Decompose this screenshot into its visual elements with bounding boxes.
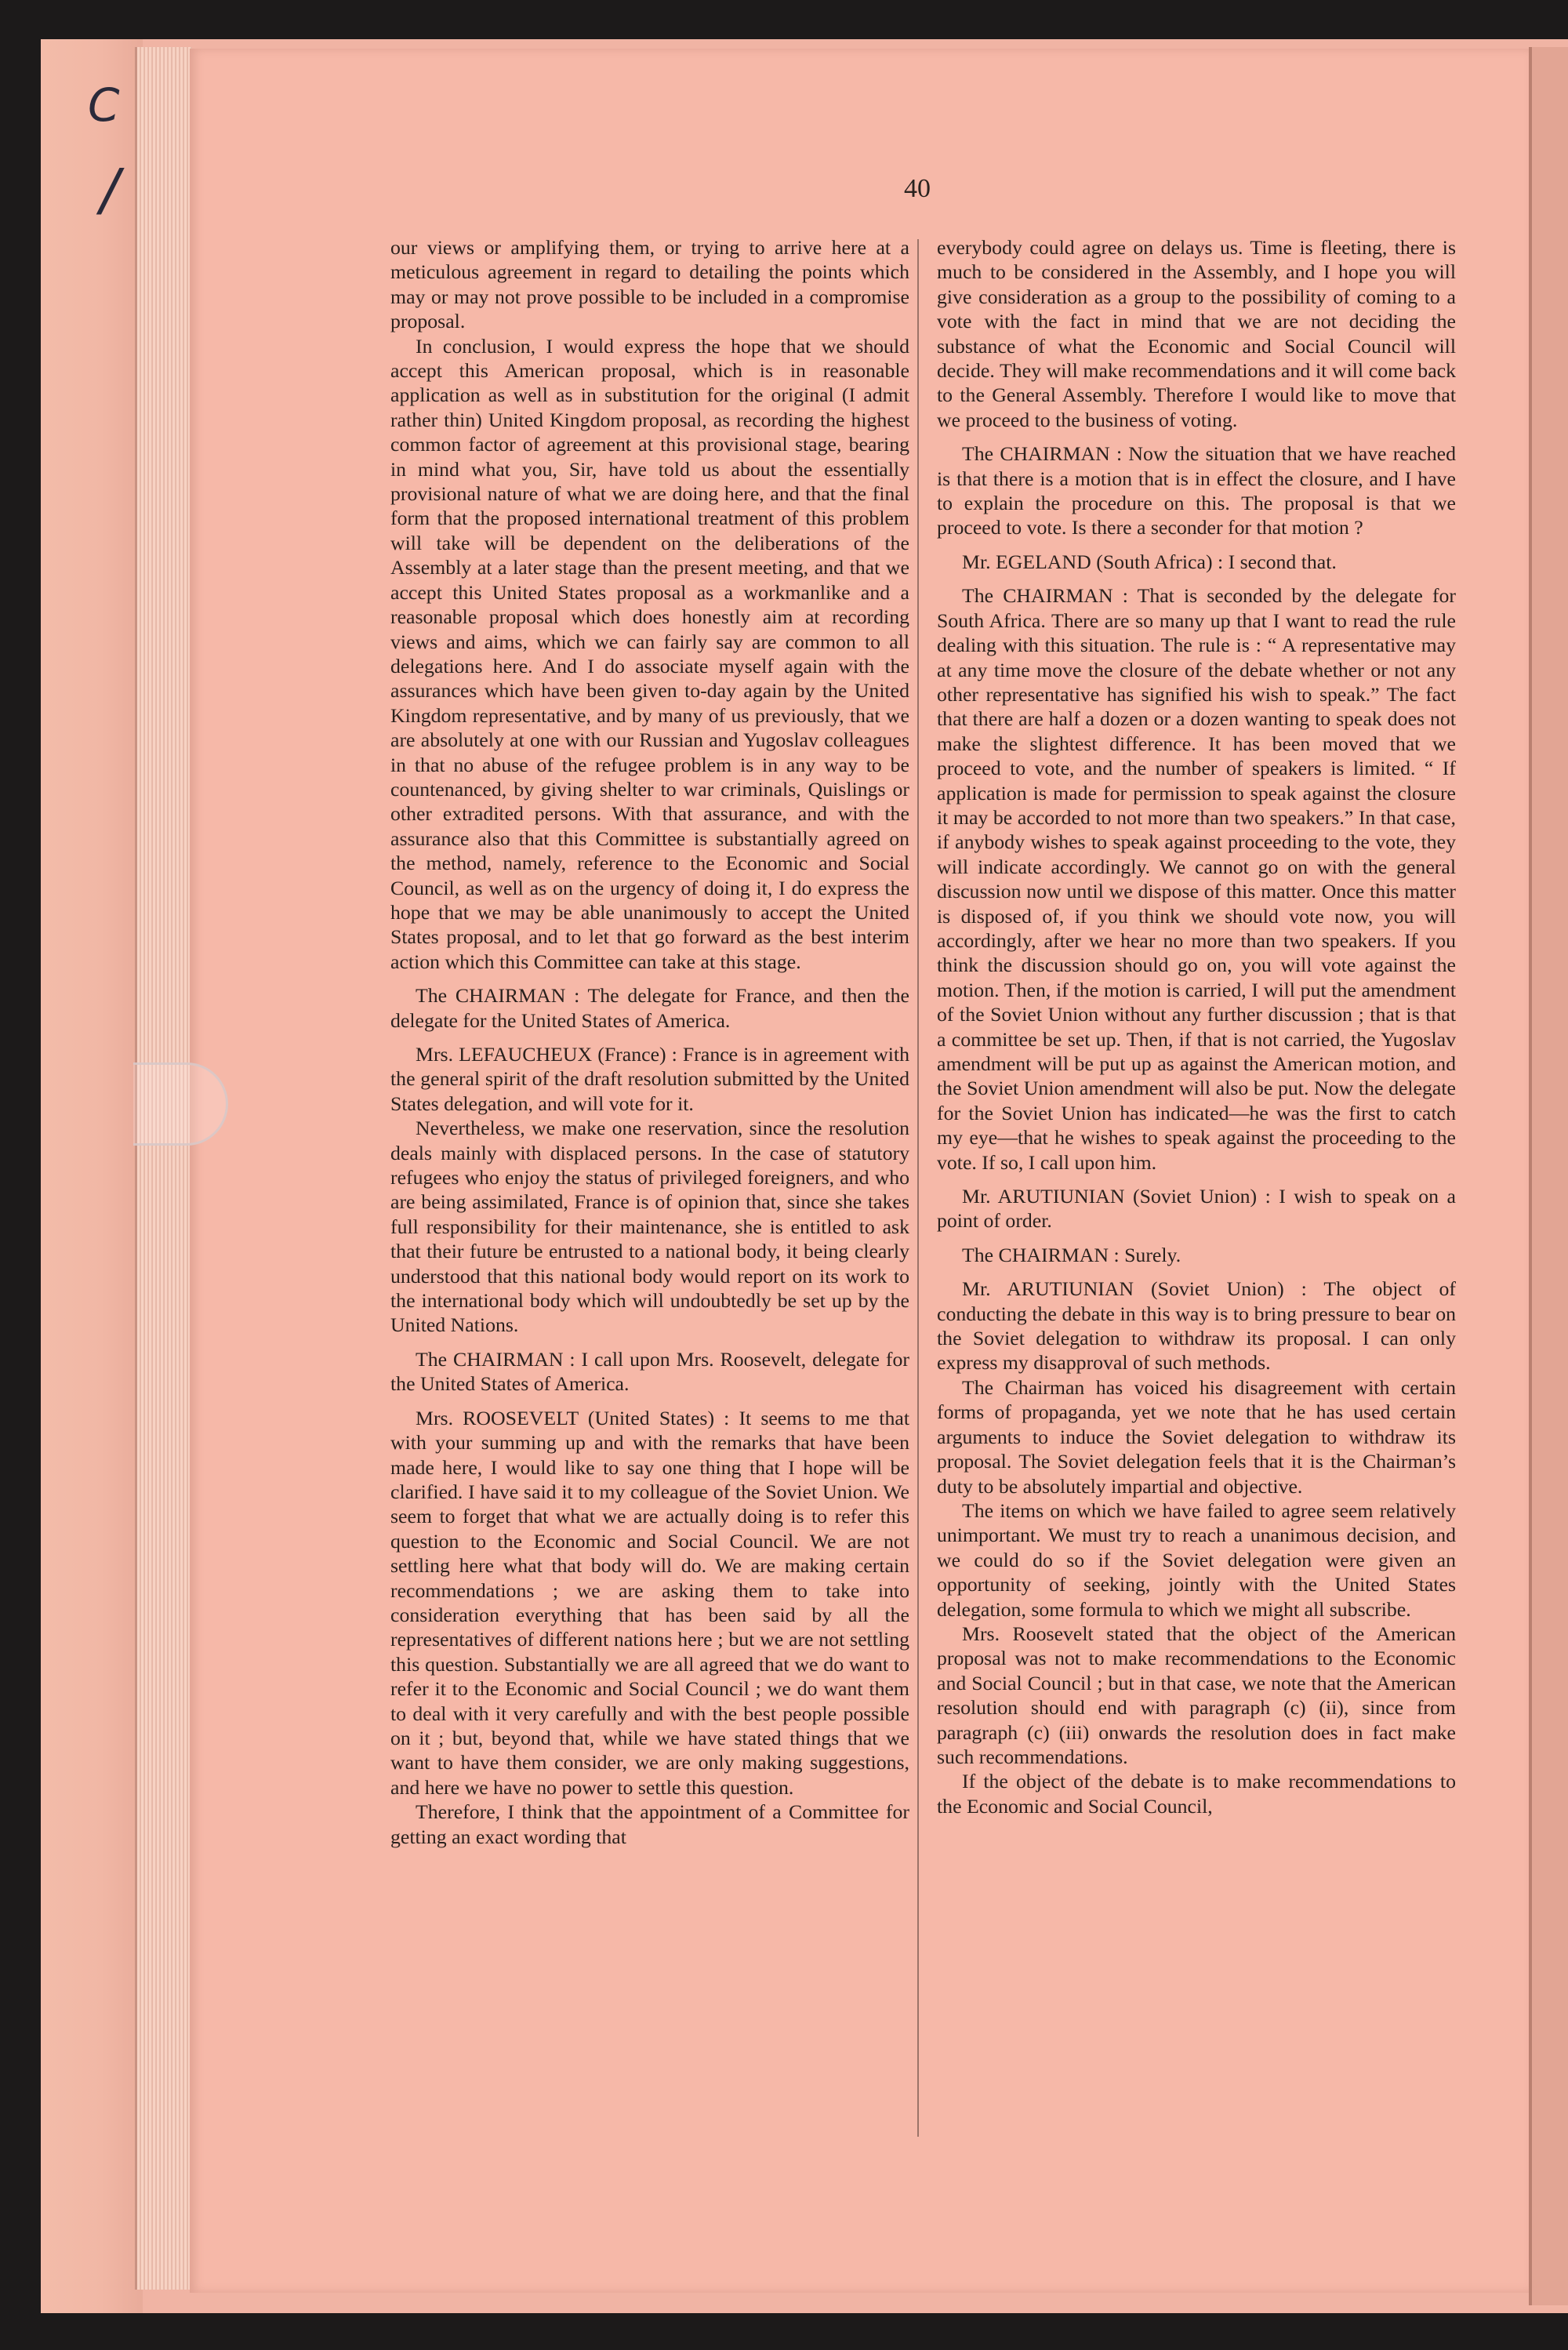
pencil-mark-slash: / (100, 157, 120, 223)
paragraph: our views or amplifying them, or trying to arrive here at a meticulous agreement in regard to detailing the points which may or may not prove possible to be included in a compromise proposal. (390, 236, 909, 333)
paragraph: In conclusion, I would express the hope that we should accept this American proposal, which is in reasonable application as well as in substitution for the original (I admit rather thin) United Kingdom proposal, as recording the highest common factor of agreement at this provisional stage, bearing in mind what you, Sir, have told us about the essentially provisional nature of what we are doing here, and that the final form that the proposed international treatment of this problem will take will be dependent on the deliberations of the Assembly at a later stage than the present meeting, and that we accept this United States proposal as a workmanlike and a reasonable proposal which does honestly aim at recording views and aims, which we can fairly say are common to all delegations here. And I do associate myself again with the assurances which have been given to-day again by the United Kingdom representative, and by many of us previously, that we are absolutely at one with our Russian and Yugoslav colleagues in that no abuse of the refugee problem is in any way to be countenanced, by giving shelter to war criminals, Quislings or other extradited persons. With that assurance, and with the assurance also that this Committee is substantially agreed on the method, namely, reference to the Economic and Social Council, as well as on the urgency of doing it, I do express the hope that we may be able unanimously to accept the United States proposal, and to let that go forward as the best interim action which this Committee can take at this stage. (390, 334, 909, 973)
paragraph: Nevertheless, we make one reservation, since the resolution deals mainly with displaced persons. In the case of statutory refugees who enjoy the status of privileged foreigners, and who are being assimilated, France is of opinion that, since she takes full responsibility for their maintenance, she is entitled to ask that their future be entrusted to a national body, it being clearly understood that this national body would report on its work to the international body which will undoubtedly be set up by the United Nations. (390, 1117, 909, 1337)
paragraph: Mr. ARUTIUNIAN (Soviet Union) : The object of conducting the debate in this way is to bring pressure to bear on the Soviet delegation to withdraw its proposal. I can only express my disapproval of such methods. (937, 1277, 1456, 1375)
next-page-edge (1529, 47, 1568, 2305)
paragraph: Therefore, I think that the appointment of a Committee for getting an exact wording that (390, 1800, 909, 1848)
paragraph: The CHAIRMAN : That is seconded by the delegate for South Africa. There are so many up that I want to read the rule dealing with this situation. The rule is : “ A representative may at any time move the closure of the debate whether or not any other representative has signified his wish to speak.” The fact that there are half a dozen or a dozen wanting to speak does not make the slightest difference. It has been moved that we proceed to vote, and the number of speakers is limited. “ If application is made for permission to speak against the closure it may be accorded to not more than two speakers.” In that case, if anybody wishes to speak against proceeding to the vote, they will indicate accordingly. We cannot go on with the general discussion now until we dispose of this matter. Once this matter is disposed of, if you think we should vote now, you will accordingly, after we hear no more than two speakers. If you think the discussion should go on, you will vote against the motion. Then, if the motion is carried, I will put the amendment of the Soviet Union without any further discussion ; that is that a committee be set up. Then, if that is not carried, the Yugoslav amendment will be put up as against the American motion, and the Soviet Union amendment will also be put. Now the delegate for the Soviet Union has indicated—he was the first to catch my eye—that he wishes to speak against the proceeding to the vote. If so, I call upon him. (937, 584, 1456, 1174)
column-divider (917, 239, 919, 2137)
paragraph: The CHAIRMAN : I call upon Mrs. Roosevelt, delegate for the United States of America. (390, 1347, 909, 1396)
paragraph: The items on which we have failed to agree seem relatively unimportant. We must try to reach a unanimous decision, and we could do so if the Soviet delegation were given an opportunity of seeking, jointly with the United States delegation, some formula to which we might all subscribe. (937, 1498, 1456, 1621)
paragraph: Mrs. LEFAUCHEUX (France) : France is in agreement with the general spirit of the draft resolution submitted by the United States delegation, and will vote for it. (390, 1043, 909, 1115)
left-flap (41, 39, 143, 2313)
paragraph: everybody could agree on delays us. Time is fleeting, there is much to be considered in the Assembly, and I hope you will give consideration as a group to the possibility of coming to a vote with the fact in mind that we are not deciding the substance of what the Economic and Social Council will decide. They will make recommendations and it will come back to the General Assembly. Therefore I would like to move that we proceed to the business of voting. (937, 236, 1456, 431)
paragraph: The CHAIRMAN : The delegate for France, and then the delegate for the United States of America. (390, 984, 909, 1032)
page-number: 40 (904, 174, 931, 203)
paragraph: Mr. ARUTIUNIAN (Soviet Union) : I wish to speak on a point of order. (937, 1185, 1456, 1233)
left-column (390, 235, 909, 1849)
paragraph: If the object of the debate is to make recommendations to the Economic and Social Council, (937, 1770, 1456, 1818)
page-edges (135, 47, 192, 2290)
paragraph: Mr. EGELAND (South Africa) : I second that. (962, 550, 1337, 573)
paragraph: The CHAIRMAN : Surely. (962, 1243, 1181, 1266)
paragraph: Mrs. ROOSEVELT (United States) : It seems to me that with your summing up and with the remarks that have been made here, I would like to say one thing that I hope will be clarified. I have said it to my colleague of the Soviet Union. We seem to forget that what we are actually doing is to refer this question to the Economic and Social Council. We are not settling here what that body will do. We are making certain recommendations ; we are asking them to take into consideration everything that has been said by all the representatives of different nations here ; but we are not settling this question. Substantially we are all agreed that we do want to refer it to the Economic and Social Council ; we do want them to deal with it very carefully and with the best people possible on it ; but, beyond that, while we have stated things that we want to have them consider, we are only making suggestions, and here we have no power to settle this question. (390, 1406, 909, 1799)
paper-clip (133, 1062, 228, 1146)
right-column (937, 235, 1456, 1818)
paragraph: The Chairman has voiced his disagreement with certain forms of propaganda, yet we note that he has used certain arguments to induce the Soviet delegation to withdraw its proposal. The Soviet delegation feels that it is the Chairman’s duty to be absolutely impartial and objective. (937, 1375, 1456, 1498)
paragraph: Mrs. Roosevelt stated that the object of the American proposal was not to make recommendations to the Economic and Social Council ; but in that case, we note that the American resolution should end with paragraph (c) (ii), since from paragraph (c) (iii) onwards the resolution does in fact make such recommendations. (937, 1622, 1456, 1768)
paragraph: The CHAIRMAN : Now the situation that we have reached is that there is a motion that is in effect the closure, and I have to explain the procedure on this. The proposal is that we proceed to vote. Is there a seconder for that motion ? (937, 442, 1456, 539)
pencil-mark-c: C (88, 78, 120, 132)
